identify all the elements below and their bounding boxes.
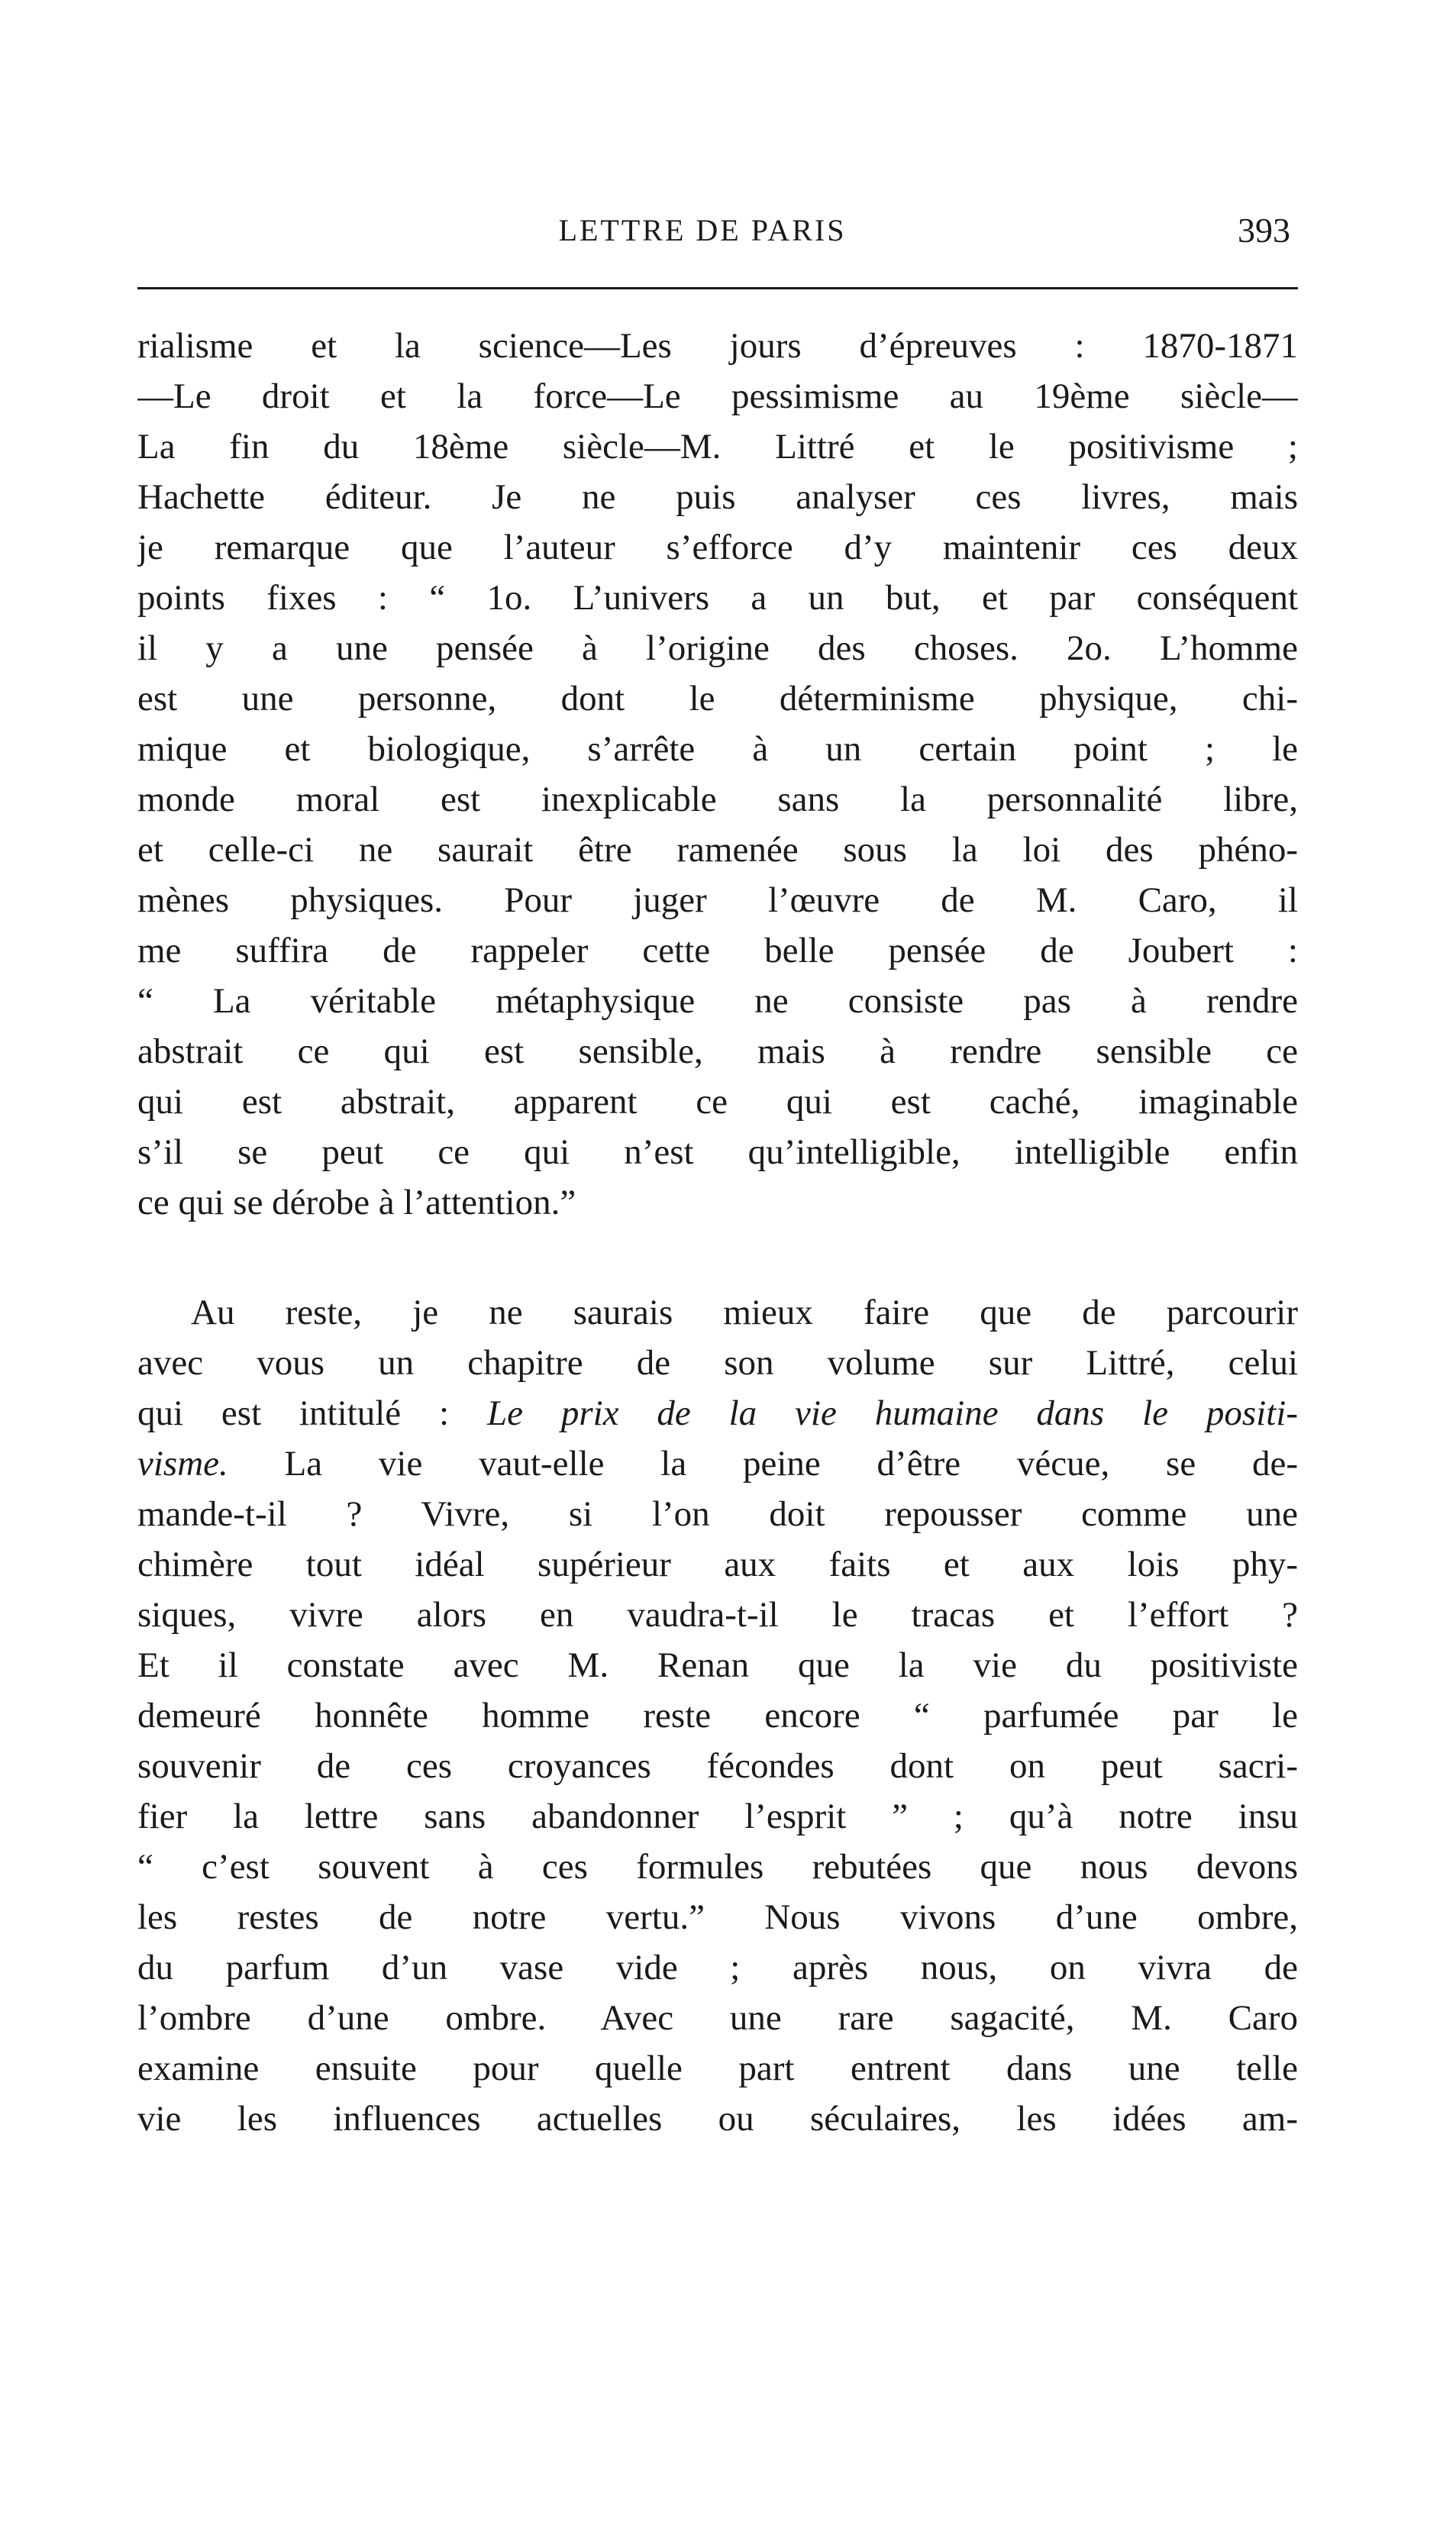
page-header bbox=[137, 208, 1298, 269]
text-line: Et il constate avec M. Renan que la vie du positiviste bbox=[137, 1645, 1298, 1685]
text-line: du parfum d’un vase vide ; après nous, on vivra de bbox=[137, 1948, 1298, 1987]
header-rule bbox=[137, 287, 1298, 289]
paragraph-gap bbox=[137, 1228, 1298, 1287]
text-line: mènes physiques. Pour juger l’œuvre de M. Caro, il bbox=[137, 880, 1298, 920]
text-line: qui est abstrait, apparent ce qui est caché, imaginable bbox=[137, 1082, 1298, 1122]
body-text bbox=[137, 321, 1298, 2144]
text-line: Au reste, je ne saurais mieux faire que de parcourir bbox=[191, 1293, 1298, 1332]
text-line: demeuré honnête homme reste encore “ parfumée par le bbox=[137, 1696, 1298, 1736]
text-line: il y a une pensée à l’origine des choses. 2o. L’homme bbox=[137, 628, 1298, 668]
text-line: et celle-ci ne saurait être ramenée sous la loi des phéno- bbox=[137, 830, 1298, 870]
italic-book-title: Le prix de la vie humaine dans le positi- bbox=[486, 1393, 1298, 1433]
text-line: s’il se peut ce qui n’est qu’intelligible, intelligible enfin bbox=[137, 1132, 1298, 1172]
text-line: l’ombre d’une ombre. Avec une rare sagacité, M. Caro bbox=[137, 1998, 1298, 2038]
text-line: mique et biologique, s’arrête à un certain point ; le bbox=[137, 729, 1298, 769]
text-line: mande-t-il ? Vivre, si l’on doit repousser comme une bbox=[137, 1494, 1298, 1534]
text-line: avec vous un chapitre de son volume sur Littré, celui bbox=[137, 1343, 1298, 1383]
text-line: La fin du 18ème siècle—M. Littré et le positivisme ; bbox=[137, 427, 1298, 467]
text-line: vie les influences actuelles ou séculaires, les idées am- bbox=[137, 2099, 1298, 2139]
text-line: points fixes : “ 1o. L’univers a un but, et par conséquent bbox=[137, 578, 1298, 618]
text-line: “ c’est souvent à ces formules rebutées que nous devons bbox=[137, 1847, 1298, 1887]
page-number: 393 bbox=[1238, 211, 1290, 250]
text-line: ce qui se dérobe à l’attention.” bbox=[137, 1183, 576, 1222]
text-line: chimère tout idéal supérieur aux faits et aux lois phy- bbox=[137, 1545, 1298, 1584]
text-line: me suffira de rappeler cette belle pensée de Joubert : bbox=[137, 931, 1298, 970]
text-line: fier la lettre sans abandonner l’esprit ” ; qu’à notre insu bbox=[137, 1797, 1298, 1836]
text-line: rialisme et la science—Les jours d’épreuves : 1870-1871 bbox=[137, 326, 1298, 366]
running-title: LETTRE DE PARIS bbox=[558, 213, 847, 247]
text-line: souvenir de ces croyances fécondes dont on peut sacri- bbox=[137, 1746, 1298, 1786]
text-line: —Le droit et la force—Le pessimisme au 19ème siècle— bbox=[137, 376, 1298, 416]
text-line-with-title bbox=[137, 1438, 1298, 1489]
text-line: abstrait ce qui est sensible, mais à rendre sensible ce bbox=[137, 1032, 1298, 1071]
text-line: monde moral est inexplicable sans la personnalité libre, bbox=[137, 780, 1298, 819]
text-line: “ La véritable métaphysique ne consiste pas à rendre bbox=[137, 981, 1298, 1021]
paragraph-2 bbox=[137, 1287, 1298, 2144]
text-line: Hachette éditeur. Je ne puis analyser ces livres, mais bbox=[137, 477, 1298, 517]
text-line-with-title bbox=[137, 1388, 1298, 1438]
text-line: examine ensuite pour quelle part entrent dans une telle bbox=[137, 2049, 1298, 2088]
text-line: est une personne, dont le déterminisme physique, chi- bbox=[137, 679, 1298, 718]
text-line: siques, vivre alors en vaudra-t-il le tracas et l’effort ? bbox=[137, 1595, 1298, 1635]
text-segment: La vie vaut-elle la peine d’être vécue, se de- bbox=[228, 1444, 1298, 1484]
text-line: les restes de notre vertu.” Nous vivons d’une ombre, bbox=[137, 1897, 1298, 1937]
text-line: je remarque que l’auteur s’efforce d’y maintenir ces deux bbox=[137, 528, 1298, 567]
text-segment: qui est intitulé : bbox=[137, 1393, 487, 1433]
paragraph-1 bbox=[137, 321, 1298, 1228]
italic-book-title: visme. bbox=[137, 1444, 228, 1484]
